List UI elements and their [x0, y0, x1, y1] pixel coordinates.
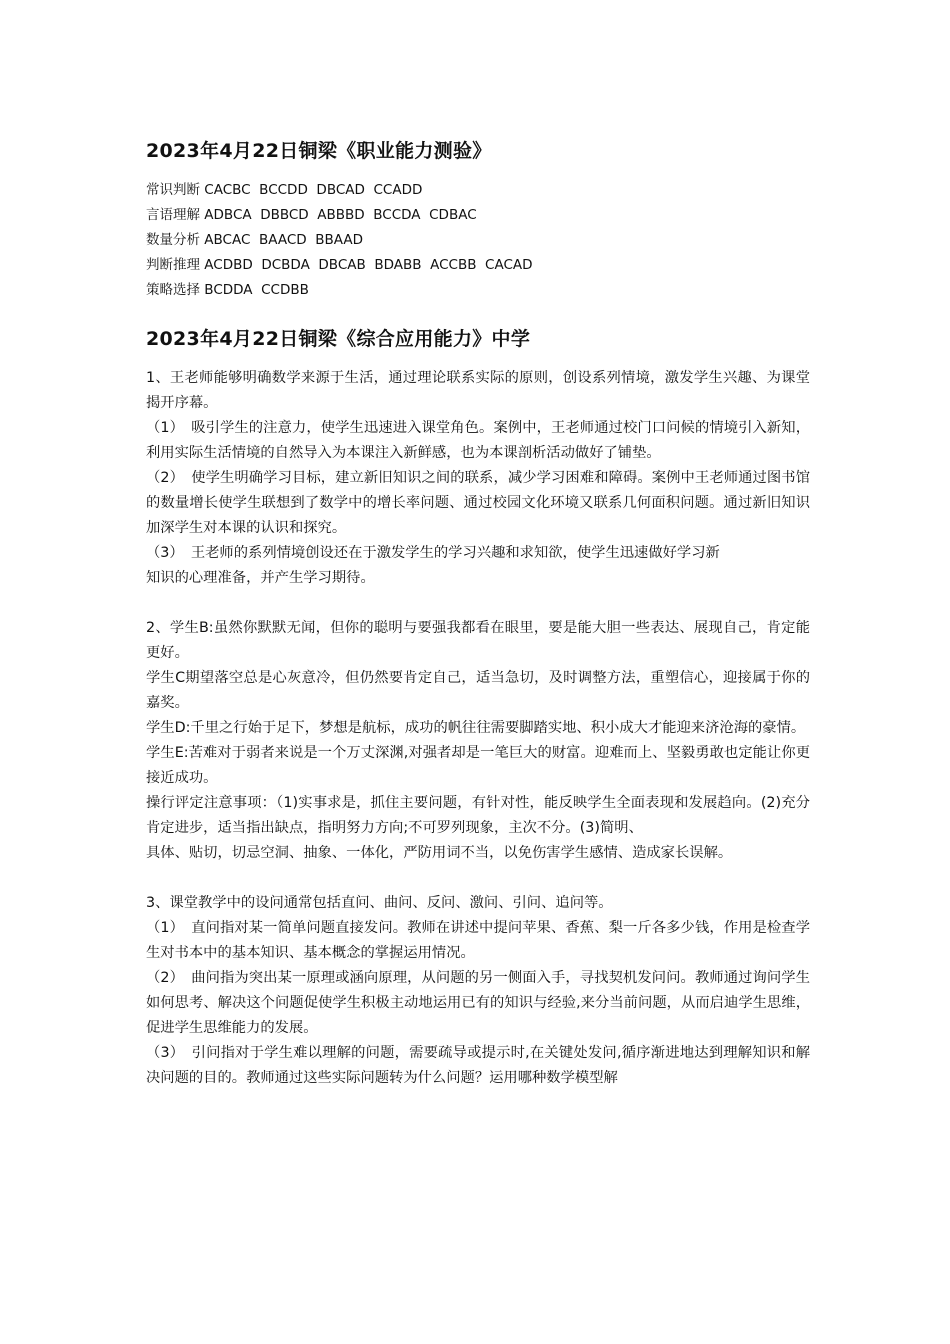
paragraph: 学生C期望落空总是心灰意冷，但仍然要肯定自己，适当急切，及时调整方法，重塑信心，迎接属于你的嘉奖。: [146, 670, 810, 711]
paragraph: 2、学生B:虽然你默默无闻，但你的聪明与要强我都看在眼里，要是能大胆一些表达、展现自己，肯定能更好。: [146, 620, 810, 661]
paragraph: （3） 王老师的系列情境创设还在于激发学生的学习兴趣和求知欲，使学生迅速做好学习新: [146, 545, 720, 561]
paragraph: 操行评定注意事项：（1)实事求是，抓住主要问题，有针对性，能反映学生全面表现和发展趋向。(2)充分肯定进步，适当指出缺点，指明努力方向;不可罗列现象，主次不分。(3)简明、: [146, 795, 810, 836]
paragraph: 学生E:苦难对于弱者来说是一个万丈深渊,对强者却是一笔巨大的财富。迎难而上、坚毅勇敢也定能让你更接近成功。: [146, 745, 810, 786]
paragraph: （1） 吸引学生的注意力，使学生迅速进入课堂角色。案例中，王老师通过校门口问候的情境引入新知，利用实际生活情境的自然导入为本课注入新鲜感，也为本课剖析活动做好了铺垫。: [146, 420, 810, 461]
paragraph: 3、课堂教学中的设问通常包括直问、曲问、反问、激问、引问、追问等。: [146, 895, 613, 911]
paragraph: 学生D:千里之行始于足下，梦想是航标，成功的帆往往需要脚踏实地、积小成大才能迎来济沧海的豪情。: [146, 720, 806, 736]
paragraph: （3） 引问指对于学生难以理解的问题，需要疏导或提示时,在关键处发问,循序渐进地达到理解知识和解决问题的目的。教师通过这些实际问题转为什么问题？运用哪种数学模型解: [146, 1045, 810, 1086]
answer-line: 言语理解 ADBCA DBBCD ABBBD BCCDA CDBAC: [146, 207, 477, 223]
answer-line: 常识判断 CACBC BCCDD DBCAD CCADD: [146, 182, 423, 198]
question-3: [146, 891, 810, 1091]
answer-line: 数量分析 ABCAC BAACD BBAAD: [146, 232, 364, 248]
paragraph: 知识的心理准备，并产生学习期待。: [146, 570, 375, 586]
answer-line: 策略选择 BCDDA CCDBB: [146, 282, 309, 298]
paragraph: （2） 使学生明确学习目标，建立新旧知识之间的联系，减少学习困难和障碍。案例中王老师通过图书馆的数量增长使学生联想到了数学中的增长率问题、通过校园文化环境又联系几何面积问题。通过新旧知识加深学生对本课的认识和探究。: [146, 470, 810, 536]
paragraph: 1、王老师能够明确数学来源于生活，通过理论联系实际的原则，创设系列情境，激发学生兴趣、为课堂揭开序幕。: [146, 370, 810, 411]
section-title-exam-answers: 2023年4月22日铜梁《职业能力测验》: [146, 140, 492, 162]
paragraph: （2） 曲问指为突出某一原理或涵向原理，从问题的另一侧面入手，寻找契机发问问。教师通过询问学生如何思考、解决这个问题促使学生积极主动地运用已有的知识与经验,来分当前问题，从而启迪学生思维，促进学生思维能力的发展。: [146, 970, 810, 1036]
paragraph: 具体、贴切，切忌空洞、抽象、一体化，严防用词不当，以免伤害学生感情、造成家长误解。: [146, 845, 733, 861]
paragraph: （1） 直问指对某一简单问题直接发问。教师在讲述中提问苹果、香蕉、梨一斤各多少钱，作用是检查学生对书本中的基本知识、基本概念的掌握运用情况。: [146, 920, 810, 961]
answer-list: [146, 178, 810, 303]
answer-line: 判断推理 ACDBD DCBDA DBCAB BDABB ACCBB CACAD: [146, 257, 533, 273]
section-title-comprehensive: 2023年4月22日铜梁《综合应用能力》中学: [146, 328, 531, 350]
question-1: [146, 366, 810, 591]
question-2: [146, 616, 810, 866]
